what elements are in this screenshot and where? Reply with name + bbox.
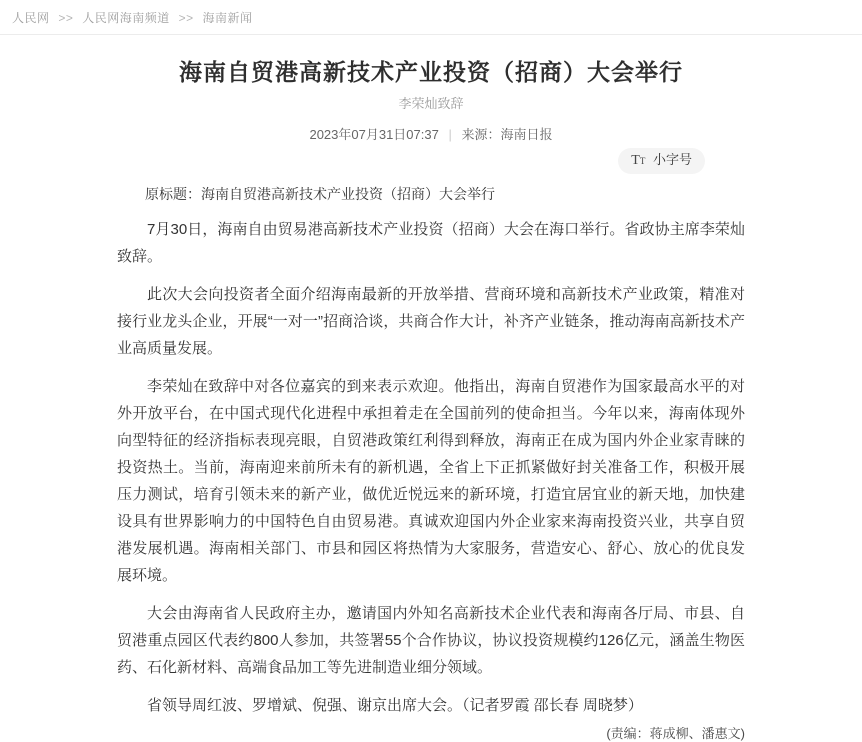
article-paragraph: 大会由海南省人民政府主办，邀请国内外知名高新技术企业代表和海南各厅局、市县、自贸港重点园区代表约800人参加，共签署55个合作协议，协议投资规模约126亿元，涵盖生物医药、石化新材料、高端食品加工等先进制造业细分领域。	[117, 605, 745, 676]
breadcrumb-link-hainan-news[interactable]: 海南新闻	[202, 11, 253, 25]
article-toolbar	[117, 148, 745, 173]
breadcrumb	[0, 0, 862, 35]
article-subtitle: 李荣灿致辞	[398, 96, 464, 111]
breadcrumb-separator: >>	[58, 11, 74, 25]
breadcrumb-link-peoples-daily[interactable]: 人民网	[12, 11, 50, 25]
article-paragraph: 省领导周红波、罗增斌、倪强、谢京出席大会。（记者罗霞 邵长春 周晓梦）	[147, 697, 643, 714]
font-size-button[interactable]	[618, 148, 705, 174]
source-label: 来源：	[461, 127, 501, 142]
breadcrumb-separator: >>	[178, 11, 194, 25]
editors-line: (责编：蒋成柳、潘惠文)	[606, 726, 745, 741]
article-paragraph: 此次大会向投资者全面介绍海南最新的开放举措、营商环境和高新技术产业政策，精准对接行业龙头企业，开展“一对一”招商洽谈，共商合作大计，补齐产业链条，推动海南高新技术产业高质量发展。	[117, 286, 745, 357]
article	[117, 57, 745, 742]
original-title-line	[117, 185, 745, 204]
article-body	[117, 216, 745, 719]
publish-date: 2023年07月31日07:37	[309, 127, 439, 142]
font-size-button-label: 小字号	[652, 152, 692, 167]
article-paragraph: 李荣灿在致辞中对各位嘉宾的到来表示欢迎。他指出，海南自贸港作为国家最高水平的对外开放平台，在中国式现代化进程中承担着走在全国前列的使命担当。今年以来，海南体现外向型特征的经济指标表现亮眼，自贸港政策红利得到释放，海南正在成为国内外企业家青睐的投资热土。当前，海南迎来前所未有的新机遇，全省上下正抓紧做好封关准备工作，积极开展压力测试，培育引领未来的新产业，做优近悦远来的新环境，打造宜居宜业的新天地，加快建设具有世界影响力的中国特色自由贸易港。真诚欢迎国内外企业家来海南投资兴业，共享自贸港发展机遇。海南相关部门、市县和园区将热情为大家服务，营造安心、舒心、放心的优良发展环境。	[117, 378, 745, 584]
original-title-label: 原标题：	[145, 186, 201, 202]
original-title: 海南自贸港高新技术产业投资（招商）大会举行	[201, 186, 495, 202]
page-title: 海南自贸港高新技术产业投资（招商）大会举行	[179, 59, 683, 85]
article-meta	[117, 126, 745, 144]
breadcrumb-link-hainan-channel[interactable]: 人民网海南频道	[82, 11, 170, 25]
source-link[interactable]: 海南日报	[500, 127, 553, 142]
meta-separator: |	[448, 127, 452, 142]
font-size-icon: TT	[631, 153, 646, 168]
article-paragraph: 7月30日，海南自由贸易港高新技术产业投资（招商）大会在海口举行。省政协主席李荣灿致辞。	[117, 221, 745, 265]
